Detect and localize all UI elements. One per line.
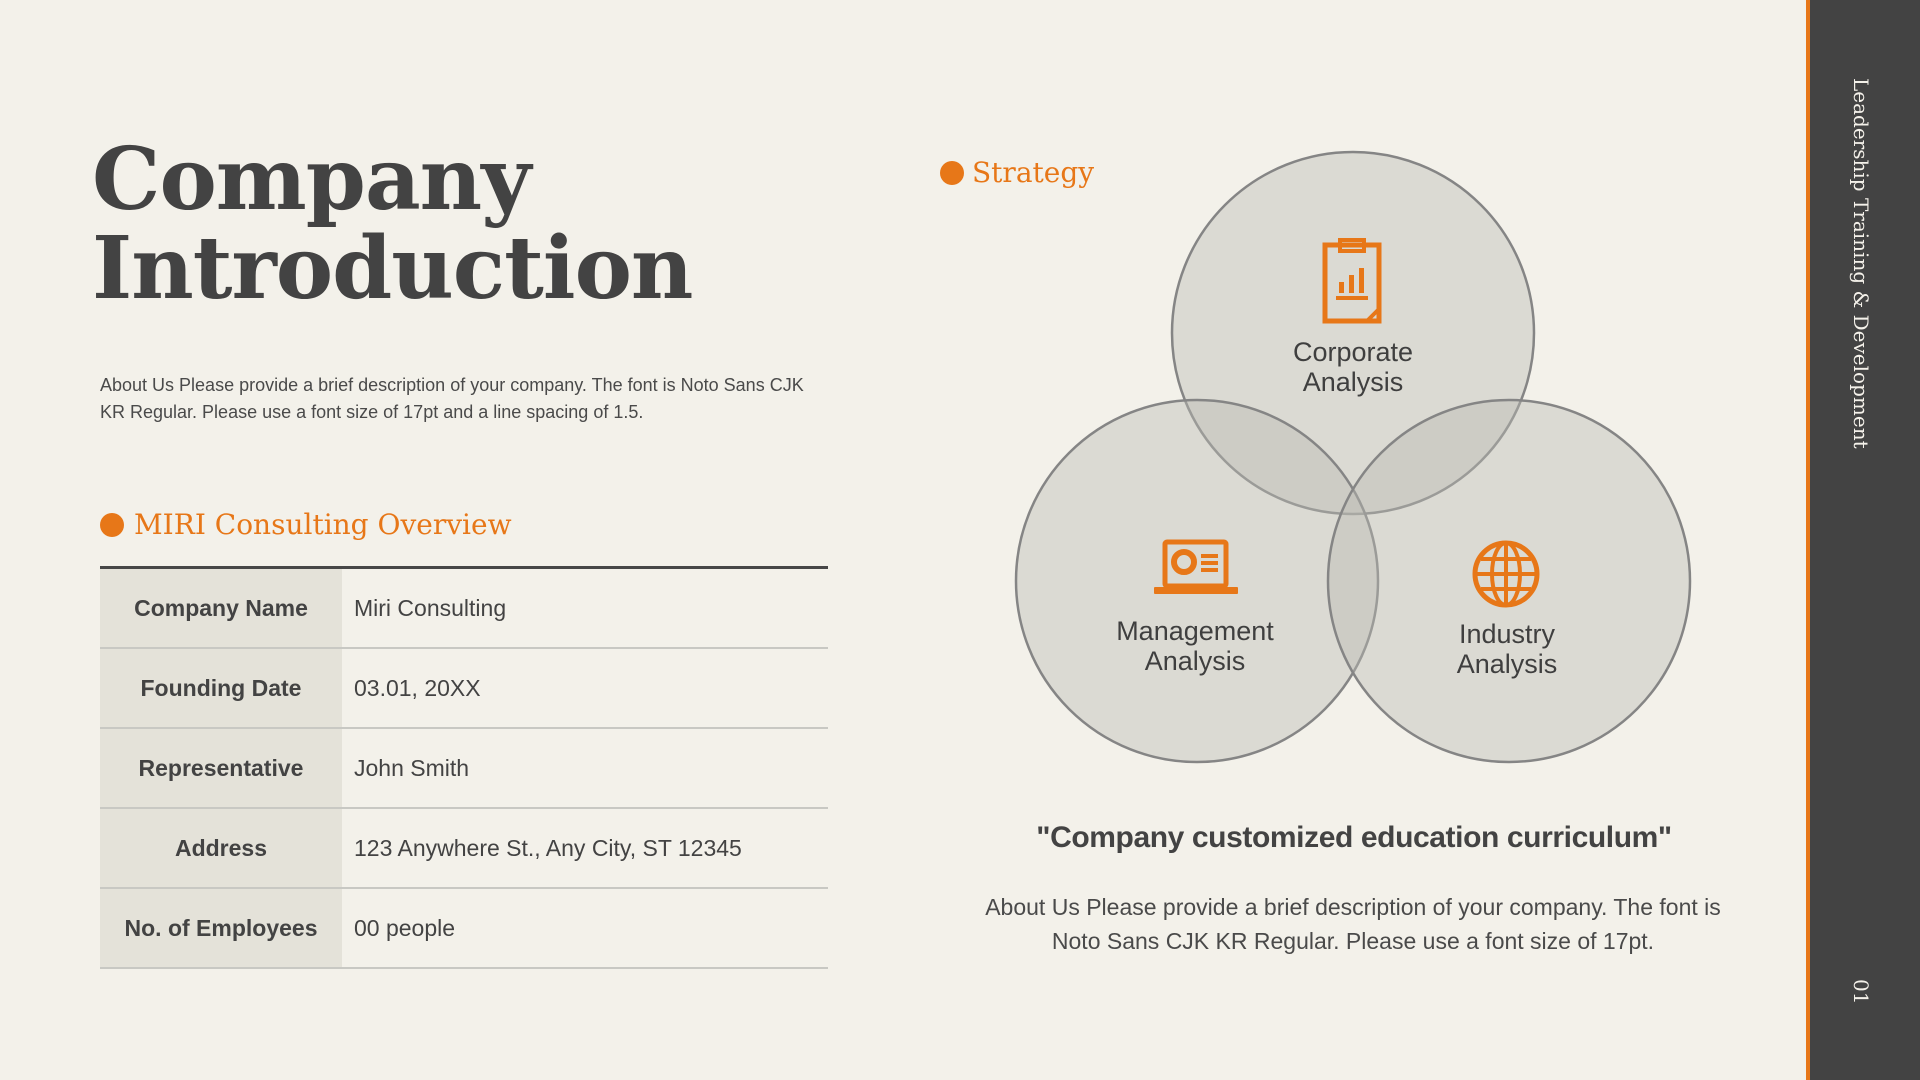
employees-label: No. of Employees [100, 888, 342, 968]
globe-icon [1471, 539, 1541, 609]
company-name-label: Company Name [100, 568, 342, 649]
industry-analysis-label-line: Industry [1458, 619, 1556, 649]
strategy-heading-text: Strategy [972, 156, 1095, 189]
founding-date-label: Founding Date [100, 648, 342, 728]
sidebar-title: Leadership Training & Development [1849, 78, 1873, 449]
table-row [100, 808, 828, 888]
orange-bullet-icon [940, 161, 964, 185]
corporate-analysis-label [1243, 337, 1463, 397]
page-number: 01 [1849, 979, 1873, 1005]
table-row [100, 888, 828, 968]
right-sidebar [1806, 0, 1920, 1080]
company-overview-table [100, 566, 828, 969]
table-row [100, 728, 828, 808]
orange-bullet-icon [100, 513, 124, 537]
page-title-line: Company [92, 129, 531, 230]
founding-date-value: 03.01, 20XX [342, 648, 828, 728]
management-analysis-label-line: Analysis [1144, 646, 1246, 676]
employees-value: 00 people [342, 888, 828, 968]
table-row [100, 648, 828, 728]
industry-analysis-label-line: Analysis [1456, 649, 1558, 679]
strategy-description: About Us Please provide a brief description of your company. The font is Noto Sans CJK KR Regular. Please use a font size of 17pt. [985, 894, 1721, 954]
overview-heading-text: MIRI Consulting Overview [134, 508, 512, 541]
about-description: About Us Please provide a brief description of your company. The font is Noto Sans CJK KR Regular. Please use a font size of 17pt and a line spacing of 1.5. [100, 375, 804, 422]
corporate-analysis-label-line: Analysis [1302, 367, 1404, 397]
representative-value: John Smith [342, 728, 828, 808]
page-title-line: Introduction [92, 218, 693, 319]
curriculum-quote: "Company customized education curriculum" [1036, 821, 1672, 854]
overview-heading [100, 505, 512, 545]
management-analysis-label [1085, 616, 1305, 676]
table-row [100, 568, 828, 649]
address-label: Address [100, 808, 342, 888]
laptop-dashboard-icon [1152, 538, 1240, 598]
management-analysis-label-line: Management [1116, 616, 1274, 646]
clipboard-chart-icon [1318, 235, 1386, 325]
representative-label: Representative [100, 728, 342, 808]
page-title [92, 129, 852, 319]
corporate-analysis-label-line: Corporate [1292, 337, 1414, 367]
company-name-value: Miri Consulting [342, 568, 828, 649]
industry-analysis-label [1397, 619, 1617, 679]
address-value: 123 Anywhere St., Any City, ST 12345 [342, 808, 828, 888]
